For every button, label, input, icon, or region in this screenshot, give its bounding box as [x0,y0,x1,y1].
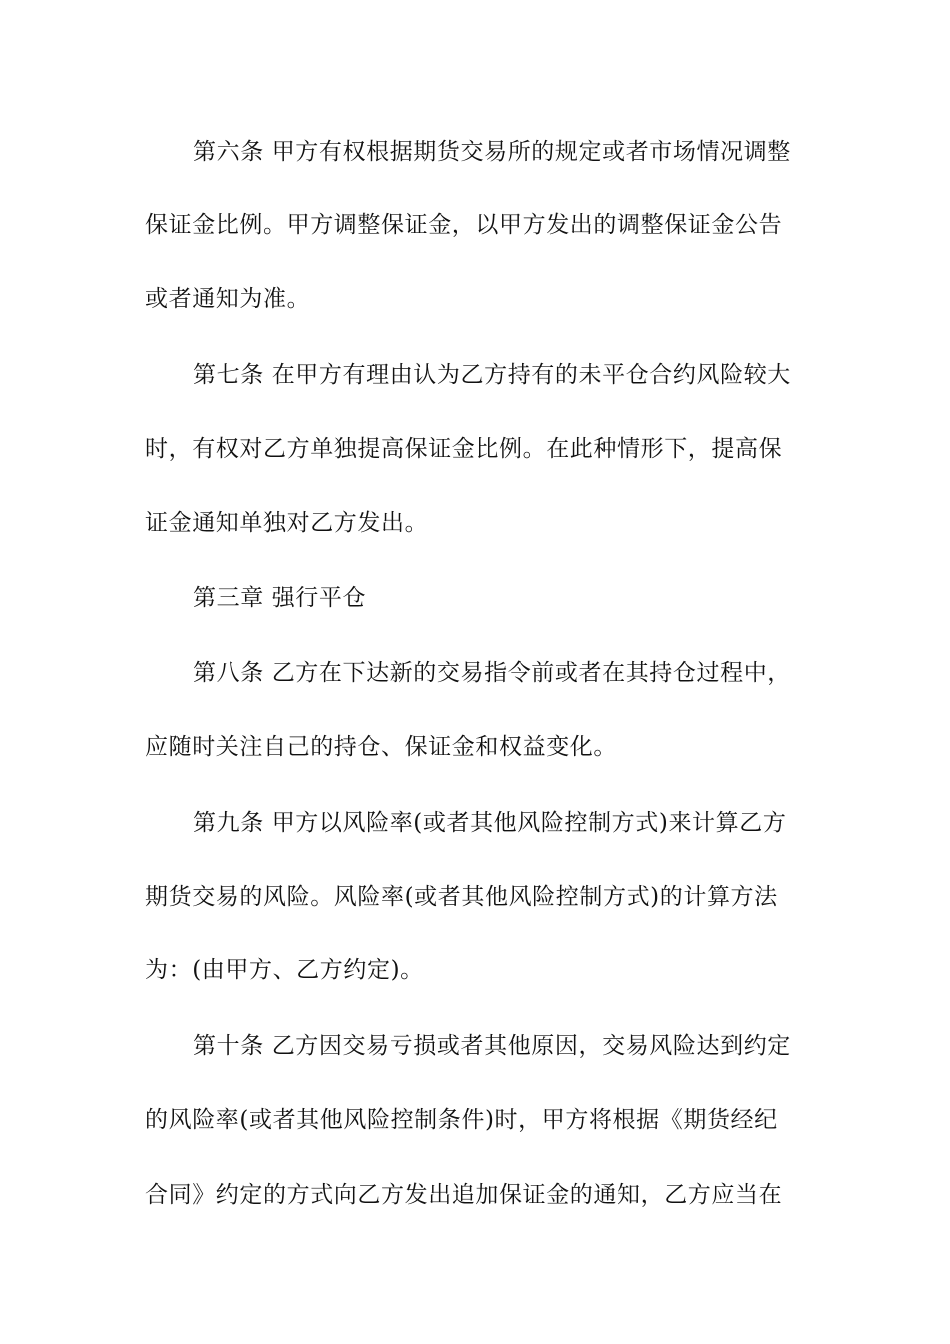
article-7-line-2: 时，有权对乙方单独提高保证金比例。在此种情形下，提高保 [145,436,783,462]
article-9-line-2: 期货交易的风险。风险率(或者其他风险控制方式)的计算方法 [145,884,778,910]
article-10-line-3: 合同》约定的方式向乙方发出追加保证金的通知，乙方应当在 [145,1182,783,1208]
article-6-line-1: 第六条 甲方有权根据期货交易所的规定或者市场情况调整 [193,139,791,165]
article-6-line-3: 或者通知为准。 [145,286,311,312]
article-6-line-2: 保证金比例。甲方调整保证金，以甲方发出的调整保证金公告 [145,212,783,238]
article-9-line-1: 第九条 甲方以风险率(或者其他风险控制方式)来计算乙方 [193,810,787,836]
chapter-3-heading: 第三章 强行平仓 [193,585,367,611]
article-10-line-2: 的风险率(或者其他风险控制条件)时，甲方将根据《期货经纪 [145,1107,778,1133]
article-7-line-1: 第七条 在甲方有理由认为乙方持有的未平仓合约风险较大 [193,362,791,388]
article-8-line-1: 第八条 乙方在下达新的交易指令前或者在其持仓过程中， [193,660,791,686]
article-8-line-2: 应随时关注自己的持仓、保证金和权益变化。 [145,734,617,760]
article-7-line-3: 证金通知单独对乙方发出。 [145,510,429,536]
article-10-line-1: 第十条 乙方因交易亏损或者其他原因，交易风险达到约定 [193,1033,791,1059]
article-9-line-3: 为：(由甲方、乙方约定)。 [145,957,424,983]
